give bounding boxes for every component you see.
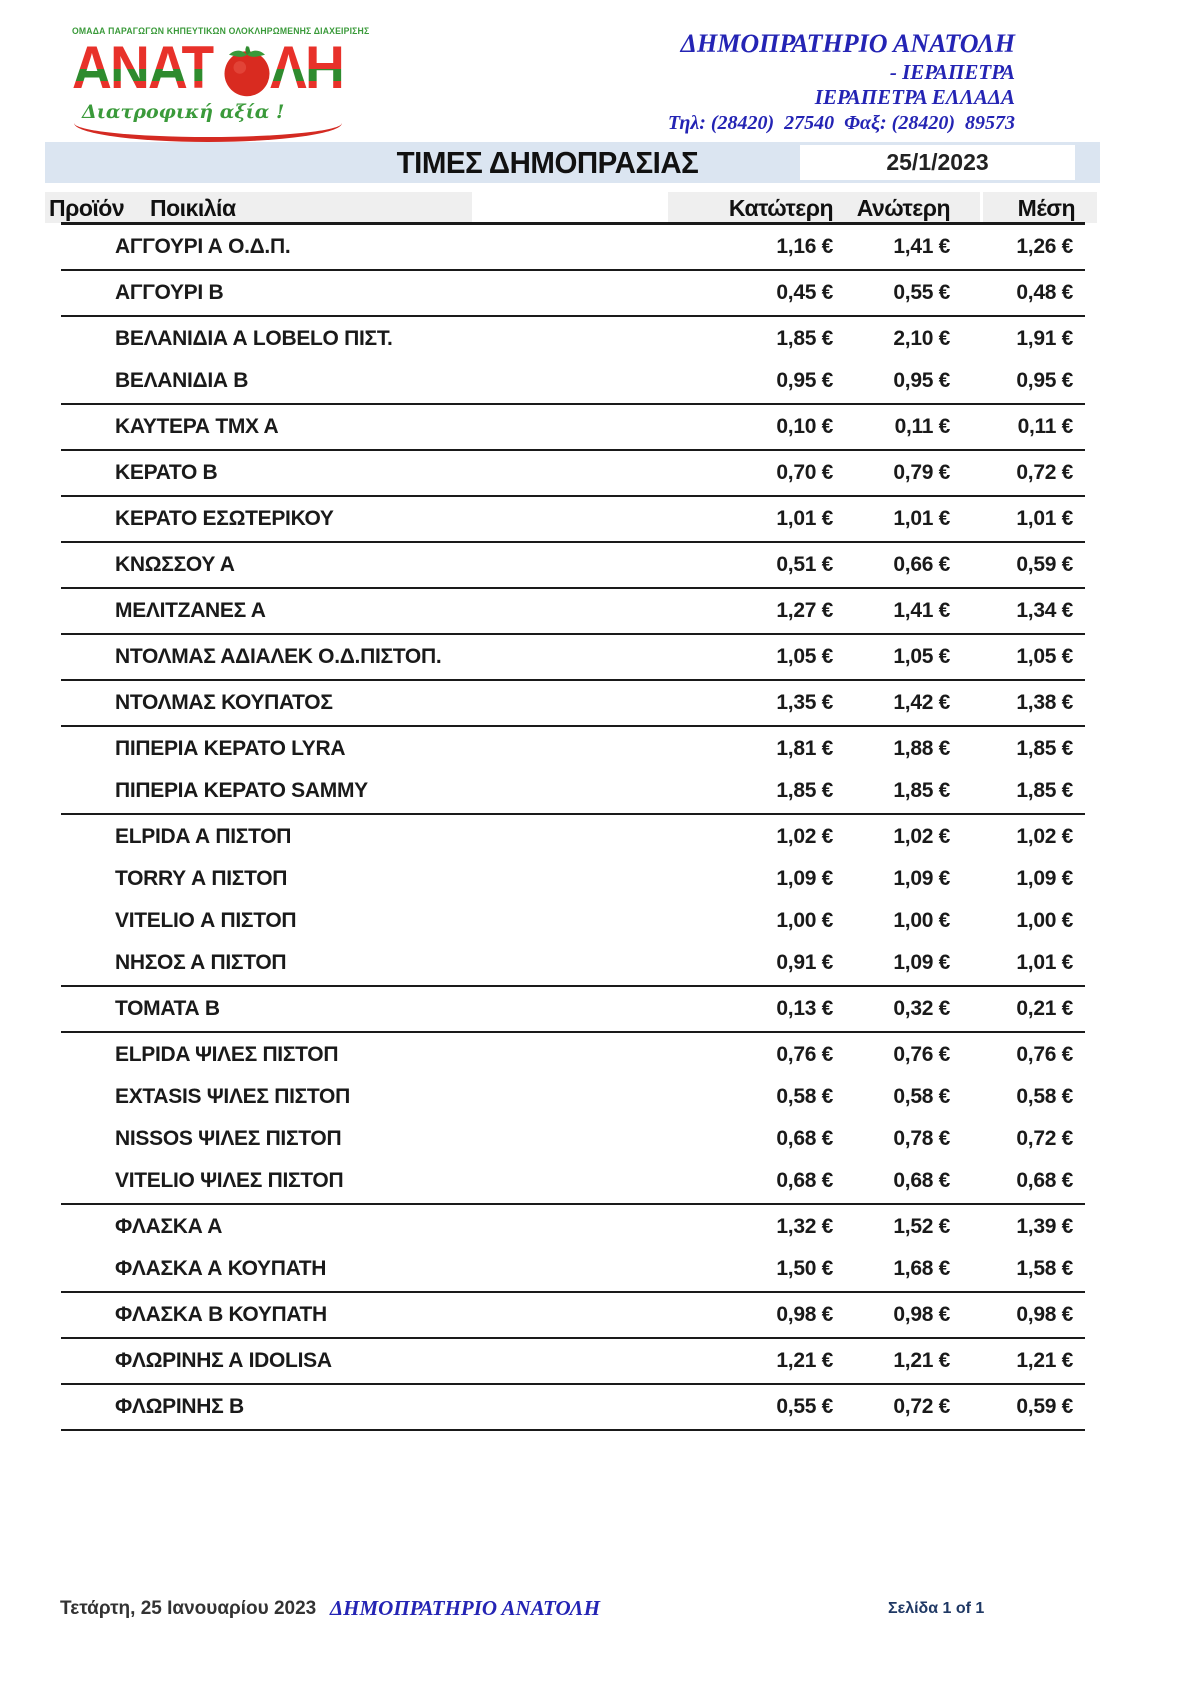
price-avg-cell: 0,98 € — [1016, 1303, 1073, 1326]
table-row — [61, 1206, 1085, 1248]
logo-brand — [72, 34, 382, 101]
organization-header — [668, 28, 1015, 135]
variety-cell: ΚΝΩΣΣΟΥ Α — [115, 553, 235, 576]
price-low-cell: 1,02 € — [776, 825, 833, 848]
table-row — [61, 226, 1085, 268]
product-group — [61, 317, 1085, 405]
price-high-cell: 1,05 € — [893, 645, 950, 668]
table-row — [61, 858, 1085, 900]
price-low-cell: 1,85 € — [776, 327, 833, 350]
page-title: ΤΙΜΕΣ ΔΗΜΟΠΡΑΣΙΑΣ — [396, 145, 699, 180]
table-row — [61, 728, 1085, 770]
auction-date: 25/1/2023 — [800, 145, 1075, 180]
price-high-cell: 0,66 € — [893, 553, 950, 576]
price-avg-cell: 1,00 € — [1016, 909, 1073, 932]
table-row — [61, 816, 1085, 858]
product-group — [61, 497, 1085, 543]
table-row — [61, 590, 1085, 632]
price-high-cell: 0,95 € — [893, 369, 950, 392]
price-high-cell: 1,42 € — [893, 691, 950, 714]
price-avg-cell: 0,68 € — [1016, 1169, 1073, 1192]
price-low-cell: 1,32 € — [776, 1215, 833, 1238]
price-low-cell: 1,05 € — [776, 645, 833, 668]
variety-cell: ΑΓΓΟΥΡΙ Β — [115, 281, 224, 304]
variety-cell: ΦΛΑΣΚΑ Α — [115, 1215, 223, 1238]
price-avg-cell: 0,95 € — [1016, 369, 1073, 392]
table-row — [61, 452, 1085, 494]
price-low-cell: 0,70 € — [776, 461, 833, 484]
org-location: ΙΕΡΑΠΕΤΡΑ ΕΛΛΑΔΑ — [814, 85, 1015, 110]
variety-cell: ΤΟΜΑΤΑ Β — [115, 997, 220, 1020]
price-low-cell: 1,35 € — [776, 691, 833, 714]
price-low-cell: 0,91 € — [776, 951, 833, 974]
variety-cell: ΚΑΥΤΕΡΑ ΤΜΧ Α — [115, 415, 279, 438]
product-group — [61, 727, 1085, 815]
price-high-cell: 0,79 € — [893, 461, 950, 484]
variety-cell: ELPIDA Α ΠΙΣΤΟΠ — [115, 825, 292, 848]
table-header-row — [0, 192, 1200, 223]
variety-cell: EXTASIS ΨΙΛΕΣ ΠΙΣΤΟΠ — [115, 1085, 350, 1108]
product-group — [61, 271, 1085, 317]
page-footer — [0, 1598, 1200, 1628]
org-contact: Τηλ: (28420) 27540 Φαξ: (28420) 89573 — [667, 111, 1015, 134]
column-header-high: Ανώτερη — [856, 195, 950, 221]
price-low-cell: 1,00 € — [776, 909, 833, 932]
table-row — [61, 1118, 1085, 1160]
table-row — [61, 406, 1085, 448]
variety-cell: ΚΕΡΑΤΟ Β — [115, 461, 218, 484]
product-group — [61, 1339, 1085, 1385]
price-high-cell: 1,09 € — [893, 867, 950, 890]
table-row — [61, 1076, 1085, 1118]
price-high-cell: 1,41 € — [893, 235, 950, 258]
price-high-cell: 1,85 € — [893, 779, 950, 802]
price-avg-cell: 1,34 € — [1016, 599, 1073, 622]
price-low-cell: 1,81 € — [776, 737, 833, 760]
column-header-low: Κατώτερη — [728, 195, 833, 221]
price-high-cell: 1,02 € — [893, 825, 950, 848]
price-low-cell: 1,16 € — [776, 235, 833, 258]
price-low-cell: 0,13 € — [776, 997, 833, 1020]
table-row — [61, 1386, 1085, 1428]
price-low-cell: 0,76 € — [776, 1043, 833, 1066]
price-low-cell: 0,68 € — [776, 1169, 833, 1192]
column-header-variety: Ποικιλία — [150, 195, 236, 221]
product-group — [61, 681, 1085, 727]
table-row — [61, 360, 1085, 402]
footer-org: ΔΗΜΟΠΡΑΤΗΡΙΟ ΑΝΑΤΟΛΗ — [330, 1596, 601, 1620]
price-high-cell: 1,00 € — [893, 909, 950, 932]
variety-cell: ΒΕΛΑΝΙΔΙΑ Α LOBELO ΠΙΣΤ. — [115, 327, 393, 350]
price-low-cell: 0,98 € — [776, 1303, 833, 1326]
table-row — [61, 1294, 1085, 1336]
price-high-cell: 1,88 € — [893, 737, 950, 760]
price-low-cell: 0,95 € — [776, 369, 833, 392]
logo-brand-right: ΛΗ — [269, 34, 343, 101]
price-high-cell: 1,68 € — [893, 1257, 950, 1280]
price-high-cell: 0,98 € — [893, 1303, 950, 1326]
variety-cell: ΑΓΓΟΥΡΙ Α Ο.Δ.Π. — [115, 235, 291, 258]
price-low-cell: 1,01 € — [776, 507, 833, 530]
price-high-cell: 0,78 € — [893, 1127, 950, 1150]
price-high-cell: 1,09 € — [893, 951, 950, 974]
price-low-cell: 0,51 € — [776, 553, 833, 576]
product-group — [61, 635, 1085, 681]
title-bar — [45, 142, 1100, 183]
price-avg-cell: 0,21 € — [1016, 997, 1073, 1020]
price-low-cell: 1,85 € — [776, 779, 833, 802]
column-header-avg: Μέση — [1017, 195, 1075, 221]
price-avg-cell: 1,26 € — [1016, 235, 1073, 258]
price-avg-cell: 0,11 € — [1017, 415, 1073, 438]
price-avg-cell: 1,91 € — [1016, 327, 1073, 350]
variety-cell: ΦΛΑΣΚΑ Β ΚΟΥΠΑΤΗ — [115, 1303, 327, 1326]
anatoli-logo — [72, 26, 382, 142]
table-row — [61, 988, 1085, 1030]
logo-swoosh — [74, 123, 342, 142]
price-avg-cell: 1,01 € — [1016, 951, 1073, 974]
variety-cell: ELPIDA ΨΙΛΕΣ ΠΙΣΤΟΠ — [115, 1043, 339, 1066]
price-high-cell: 0,55 € — [893, 281, 950, 304]
price-high-cell: 0,72 € — [893, 1395, 950, 1418]
price-low-cell: 0,10 € — [776, 415, 833, 438]
product-group — [61, 1205, 1085, 1293]
product-group — [61, 543, 1085, 589]
price-avg-cell: 1,09 € — [1016, 867, 1073, 890]
price-avg-cell: 0,72 € — [1016, 461, 1073, 484]
table-row — [61, 682, 1085, 724]
price-low-cell: 0,68 € — [776, 1127, 833, 1150]
table-row — [61, 318, 1085, 360]
variety-cell: ΠΙΠΕΡΙΑ ΚΕΡΑΤΟ SAMMY — [115, 779, 368, 802]
product-group — [61, 1293, 1085, 1339]
variety-cell: ΝΤΟΛΜΑΣ ΚΟΥΠΑΤΟΣ — [115, 691, 333, 714]
variety-cell: VITELIO ΨΙΛΕΣ ΠΙΣΤΟΠ — [115, 1169, 344, 1192]
price-avg-cell: 0,72 € — [1016, 1127, 1073, 1150]
variety-cell: ΝΗΣΟΣ Α ΠΙΣΤΟΠ — [115, 951, 287, 974]
product-group — [61, 589, 1085, 635]
table-row — [61, 498, 1085, 540]
price-avg-cell: 1,39 € — [1016, 1215, 1073, 1238]
page-number: Σελίδα 1 of 1 — [888, 1600, 985, 1617]
org-city: - ΙΕΡΑΠΕΤΡΑ — [889, 59, 1015, 84]
product-group — [61, 815, 1085, 987]
variety-cell: ΝΤΟΛΜΑΣ ΑΔΙΑΛΕΚ Ο.Δ.ΠΙΣΤΟΠ. — [115, 645, 442, 668]
variety-cell: ΦΛΩΡΙΝΗΣ Β — [115, 1395, 244, 1418]
price-low-cell: 0,45 € — [776, 281, 833, 304]
table-row — [61, 770, 1085, 812]
price-avg-cell: 1,21 € — [1016, 1349, 1073, 1372]
variety-cell: ΚΕΡΑΤΟ ΕΣΩΤΕΡΙΚΟΥ — [115, 507, 334, 530]
price-avg-cell: 1,85 € — [1016, 737, 1073, 760]
variety-cell: ΒΕΛΑΝΙΔΙΑ Β — [115, 369, 249, 392]
price-high-cell: 0,76 € — [893, 1043, 950, 1066]
price-avg-cell: 1,85 € — [1016, 779, 1073, 802]
price-high-cell: 0,32 € — [893, 997, 950, 1020]
price-high-cell: 0,11 € — [894, 415, 950, 438]
column-header-product: Προϊόν — [49, 195, 125, 221]
variety-cell: ΜΕΛΙΤΖΑΝΕΣ Α — [115, 599, 266, 622]
org-name: ΔΗΜΟΠΡΑΤΗΡΙΟ ΑΝΑΤΟΛΗ — [680, 29, 1015, 58]
price-avg-cell: 1,01 € — [1016, 507, 1073, 530]
price-low-cell: 0,58 € — [776, 1085, 833, 1108]
price-low-cell: 1,27 € — [776, 599, 833, 622]
table-row — [61, 272, 1085, 314]
product-group — [61, 451, 1085, 497]
variety-cell: ΦΛΑΣΚΑ Α ΚΟΥΠΑΤΗ — [115, 1257, 327, 1280]
price-avg-cell: 1,58 € — [1016, 1257, 1073, 1280]
variety-cell: TORRY Α ΠΙΣΤΟΠ — [115, 867, 288, 890]
variety-cell: ΠΙΠΕΡΙΑ ΚΕΡΑΤΟ LYRA — [115, 737, 346, 760]
variety-cell: ΦΛΩΡΙΝΗΣ Α IDOLISA — [115, 1349, 332, 1372]
logo-tagline-bottom: Διατροφική αξία ! — [82, 101, 285, 123]
price-avg-cell: 1,38 € — [1016, 691, 1073, 714]
price-low-cell: 1,21 € — [776, 1349, 833, 1372]
price-high-cell: 2,10 € — [893, 327, 950, 350]
product-group — [61, 987, 1085, 1033]
table-row — [61, 544, 1085, 586]
table-row — [61, 1248, 1085, 1290]
table-body — [61, 225, 1085, 1431]
footer-date: Τετάρτη, 25 Ιανουαρίου 2023 — [60, 1598, 317, 1619]
product-group — [61, 1033, 1085, 1205]
table-row — [61, 1160, 1085, 1202]
price-low-cell: 1,50 € — [776, 1257, 833, 1280]
price-avg-cell: 0,58 € — [1016, 1085, 1073, 1108]
price-low-cell: 0,55 € — [776, 1395, 833, 1418]
table-row — [61, 636, 1085, 678]
price-low-cell: 1,09 € — [776, 867, 833, 890]
table-row — [61, 1340, 1085, 1382]
logo-tagline-top: ΟΜΑΔΑ ΠΑΡΑΓΩΓΩΝ ΚΗΠΕΥΤΙΚΩΝ ΟΛΟΚΛΗΡΩΜΕΝΗΣ ΔΙΑΧΕΙΡΙΣΗΣ — [72, 26, 370, 36]
variety-cell: NISSOS ΨΙΛΕΣ ΠΙΣΤΟΠ — [115, 1127, 342, 1150]
table-row — [61, 1034, 1085, 1076]
product-group — [61, 225, 1085, 271]
price-avg-cell: 1,02 € — [1016, 825, 1073, 848]
variety-cell: VITELIO Α ΠΙΣΤΟΠ — [115, 909, 297, 932]
price-avg-cell: 0,59 € — [1016, 553, 1073, 576]
price-avg-cell: 0,76 € — [1016, 1043, 1073, 1066]
logo-brand-left: ΑΝΑΤ — [72, 34, 214, 101]
price-avg-cell: 0,48 € — [1016, 281, 1073, 304]
table-row — [61, 942, 1085, 984]
table-row — [61, 900, 1085, 942]
price-high-cell: 1,21 € — [893, 1349, 950, 1372]
product-group — [61, 405, 1085, 451]
price-high-cell: 1,01 € — [893, 507, 950, 530]
price-high-cell: 0,58 € — [893, 1085, 950, 1108]
price-avg-cell: 1,05 € — [1016, 645, 1073, 668]
price-high-cell: 0,68 € — [893, 1169, 950, 1192]
price-high-cell: 1,52 € — [893, 1215, 950, 1238]
product-group — [61, 1385, 1085, 1431]
price-avg-cell: 0,59 € — [1016, 1395, 1073, 1418]
tomato-icon — [220, 44, 274, 98]
price-high-cell: 1,41 € — [893, 599, 950, 622]
